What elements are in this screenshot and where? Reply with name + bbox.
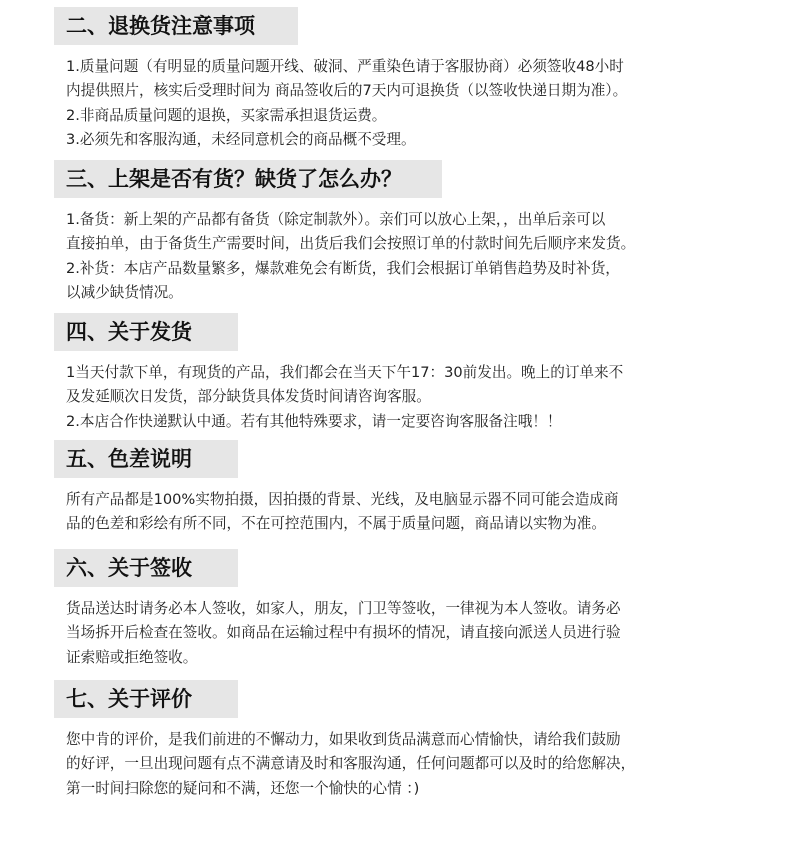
section-body xyxy=(54,488,754,537)
body-line: 2.本店合作快递默认中通。若有其他特殊要求，请一定要咨询客服备注哦！！ xyxy=(66,412,562,430)
body-line: 货品送达时请务必本人签收，如家人，朋友，门卫等签收，一律视为本人签收。请务必 xyxy=(66,600,621,617)
section-heading: 二、退换货注意事项 xyxy=(54,7,298,45)
body-line: 当场拆开后检查在签收。如商品在运输过程中有损坏的情况，请直接向派送人员进行验 xyxy=(66,624,621,642)
section-heading: 四、关于发货 xyxy=(54,313,238,351)
section-heading: 三、上架是否有货？缺货了怎么办？ xyxy=(54,160,442,198)
body-line: 所有产品都是100%实物拍摄，因拍摄的背景、光线，及电脑显示器不同可能会造成商 xyxy=(66,491,619,508)
body-line: 内提供照片，核实后受理时间为 商品签收后的7天内可退换货（以签收快递日期为准）。 xyxy=(66,82,628,100)
body-line: 品的色差和彩绘有所不同，不在可控范围内，不属于质量问题，商品请以实物为准。 xyxy=(66,515,606,533)
body-line: 2.补货：本店产品数量繁多，爆款难免会有断货，我们会根据订单销售趋势及时补货， xyxy=(66,259,620,277)
section-heading: 六、关于签收 xyxy=(54,549,238,587)
body-line: 第一时间扫除您的疑问和不满，还您一个愉快的心情 ：) xyxy=(66,779,420,797)
section-heading: 五、色差说明 xyxy=(54,440,238,478)
body-line: 及发延顺次日发货，部分缺货具体发货时间请咨询客服。 xyxy=(66,388,431,406)
section-body xyxy=(54,361,754,434)
section-stock xyxy=(54,160,754,306)
section-body xyxy=(54,55,754,153)
body-line: 1当天付款下单，有现货的产品，我们都会在当天下午17：30前发出。晚上的订单来不 xyxy=(66,364,624,381)
body-line: 以减少缺货情况。 xyxy=(66,284,183,302)
body-line: 1.备货：新上架的产品都有备货（除定制款外）。亲们可以放心上架，，出单后亲可以 xyxy=(66,211,606,228)
section-color-difference xyxy=(54,440,754,537)
body-line: 3.必须先和客服沟通，未经同意机会的商品概不受理。 xyxy=(66,131,416,149)
body-line: 2.非商品质量问题的退换，买家需承担退货运费。 xyxy=(66,106,387,124)
body-line: 直接拍单，由于备货生产需要时间，出货后我们会按照订单的付款时间先后顺序来发货。 xyxy=(66,235,636,253)
section-heading: 七、关于评价 xyxy=(54,680,238,718)
section-shipping xyxy=(54,313,754,434)
body-line: 的好评，一旦出现问题有点不满意请及时和客服沟通，任何问题都可以及时的给您解决， xyxy=(66,755,636,773)
section-return-exchange xyxy=(54,7,754,153)
section-body xyxy=(54,208,754,306)
section-reviews xyxy=(54,680,754,801)
section-delivery-signing xyxy=(54,549,754,670)
body-line: 证索赔或拒绝签收。 xyxy=(66,648,198,666)
body-line: 您中肯的评价，是我们前进的不懈动力，如果收到货品满意而心情愉快，请给我们鼓励 xyxy=(66,731,621,748)
section-body xyxy=(54,728,754,801)
body-line: 1.质量问题（有明显的质量问题开线、破洞、严重染色请于客服协商）必须签收48小时 xyxy=(66,58,624,75)
section-body xyxy=(54,597,754,670)
